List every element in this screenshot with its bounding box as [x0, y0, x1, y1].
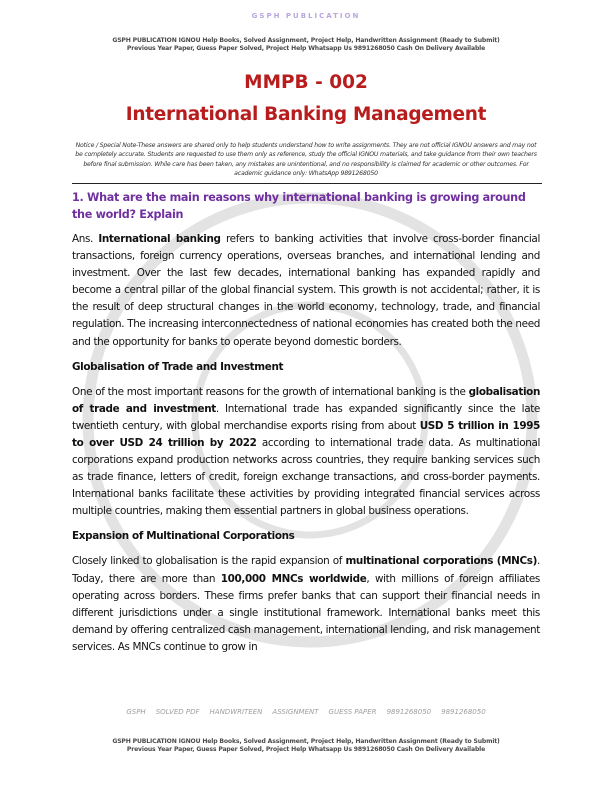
page-header: [0, 37, 612, 53]
course-code: MMPB - 002: [244, 72, 368, 93]
header-line-2: Previous Year Paper, Guess Paper Solved, Project Help Whatsapp Us 9891268050 Cash On Delivery Available: [126, 45, 486, 52]
document-body: [72, 189, 540, 664]
paragraph-bold: USD 5 trillion in 1995 to over USD 24 trillion by 2022: [72, 419, 540, 449]
paragraph-text: according to international trade data. As multinational corporations expand production networks across countries, they require banking services such as trade finance, letters of credit, foreign exchange transactions, and cross-border payments. International banks facilitate these activities by providing integrated financial services across multiple countries, making them essential partners in global business operations.: [72, 436, 540, 518]
divider-rule: [72, 183, 542, 184]
paragraph-text: . International trade has expanded significantly since the late twentieth century, with global merchandise exports rising from about: [72, 402, 540, 432]
footer-line-2: Previous Year Paper, Guess Paper Solved, Project Help Whatsapp Us 9891268050 Cash On Delivery Available: [126, 746, 486, 753]
notice-text: Notice / Special Note-These answers are shared only to help students understand how to write assignments. They are not official IGNOU answers and may not be completely accurate. Students are requested to use them only as reference, study the official IGNOU materials, and take guidance from their own teachers before final submission. While care has been taken, any mistakes are unintentional, and no responsibility is claimed for academic or other outcomes. For academic guidance only: WhatsApp 9891268050: [75, 142, 537, 177]
answer-intro-text: refers to banking activities that involve cross-border financial transactions, foreign currency operations, overseas branches, and international lending and investment. Over the last few decades, international banking has expanded rapidly and become a central pillar of the global financial system. This growth is not accidental; rather, it is the result of deep structural changes in the world economy, technology, trade, and financial regulation. The increasing interconnectedness of national economies has created both the need and the opportunity for banks to operate beyond domestic borders.: [72, 233, 540, 348]
paragraph-bold: globalisation of trade and investment: [72, 385, 540, 415]
paragraph-text: One of the most important reasons for the growth of international banking is the: [72, 385, 469, 398]
watermark-center-line: HANDWRITEEN: [209, 708, 263, 716]
answer-intro-paragraph: [72, 231, 540, 351]
section-heading: Globalisation of Trade and Investment: [72, 360, 284, 373]
section-paragraph: [72, 553, 540, 656]
watermark-center-line: ASSIGNMENT: [272, 708, 319, 716]
watermark-center-line: SOLVED PDF: [155, 708, 200, 716]
paragraph-text: Closely linked to globalisation is the rapid expansion of: [72, 555, 346, 568]
watermark-center-line: GUESS PAPER: [328, 708, 377, 716]
question-heading: 1. What are the main reasons why international banking is growing around the world? Explain: [72, 191, 526, 221]
course-title: International Banking Management: [125, 104, 487, 125]
paragraph-bold: 100,000 MNCs worldwide: [220, 572, 367, 585]
paragraph-bold: multinational corporations (MNCs): [345, 555, 538, 568]
watermark-ring-bottom: 9891268050: [441, 708, 486, 716]
paragraph-text: . Today, there are more than: [72, 555, 540, 585]
footer-line-1: GSPH PUBLICATION IGNOU Help Books, Solved Assignment, Project Help, Handwritten Assignment (Ready to Submit): [112, 738, 500, 745]
paragraph-text: , with millions of foreign affiliates operating across borders. These firms prefer banks that can support their financial needs in different jurisdictions under a single institutional framework. International banks meet this demand by offering centralized cash management, international lending, and risk management services. As MNCs continue to grow in: [72, 572, 540, 653]
answer-lead: Ans.: [72, 233, 99, 245]
header-line-1: GSPH PUBLICATION IGNOU Help Books, Solved Assignment, Project Help, Handwritten Assignment (Ready to Submit): [112, 37, 500, 44]
answer-intro-bold: International banking: [98, 233, 221, 245]
watermark-ring-text: [0, 12, 612, 21]
watermark-center-line: GSPH: [126, 708, 146, 716]
section-paragraph: [72, 384, 540, 521]
page-footer: [0, 738, 612, 754]
watermark-ring-label: GSPH PUBLICATION: [251, 12, 361, 20]
section-heading: Expansion of Multinational Corporations: [72, 530, 295, 543]
watermark-center-text: [0, 708, 612, 717]
watermark-center-line: 9891268050: [386, 708, 432, 716]
